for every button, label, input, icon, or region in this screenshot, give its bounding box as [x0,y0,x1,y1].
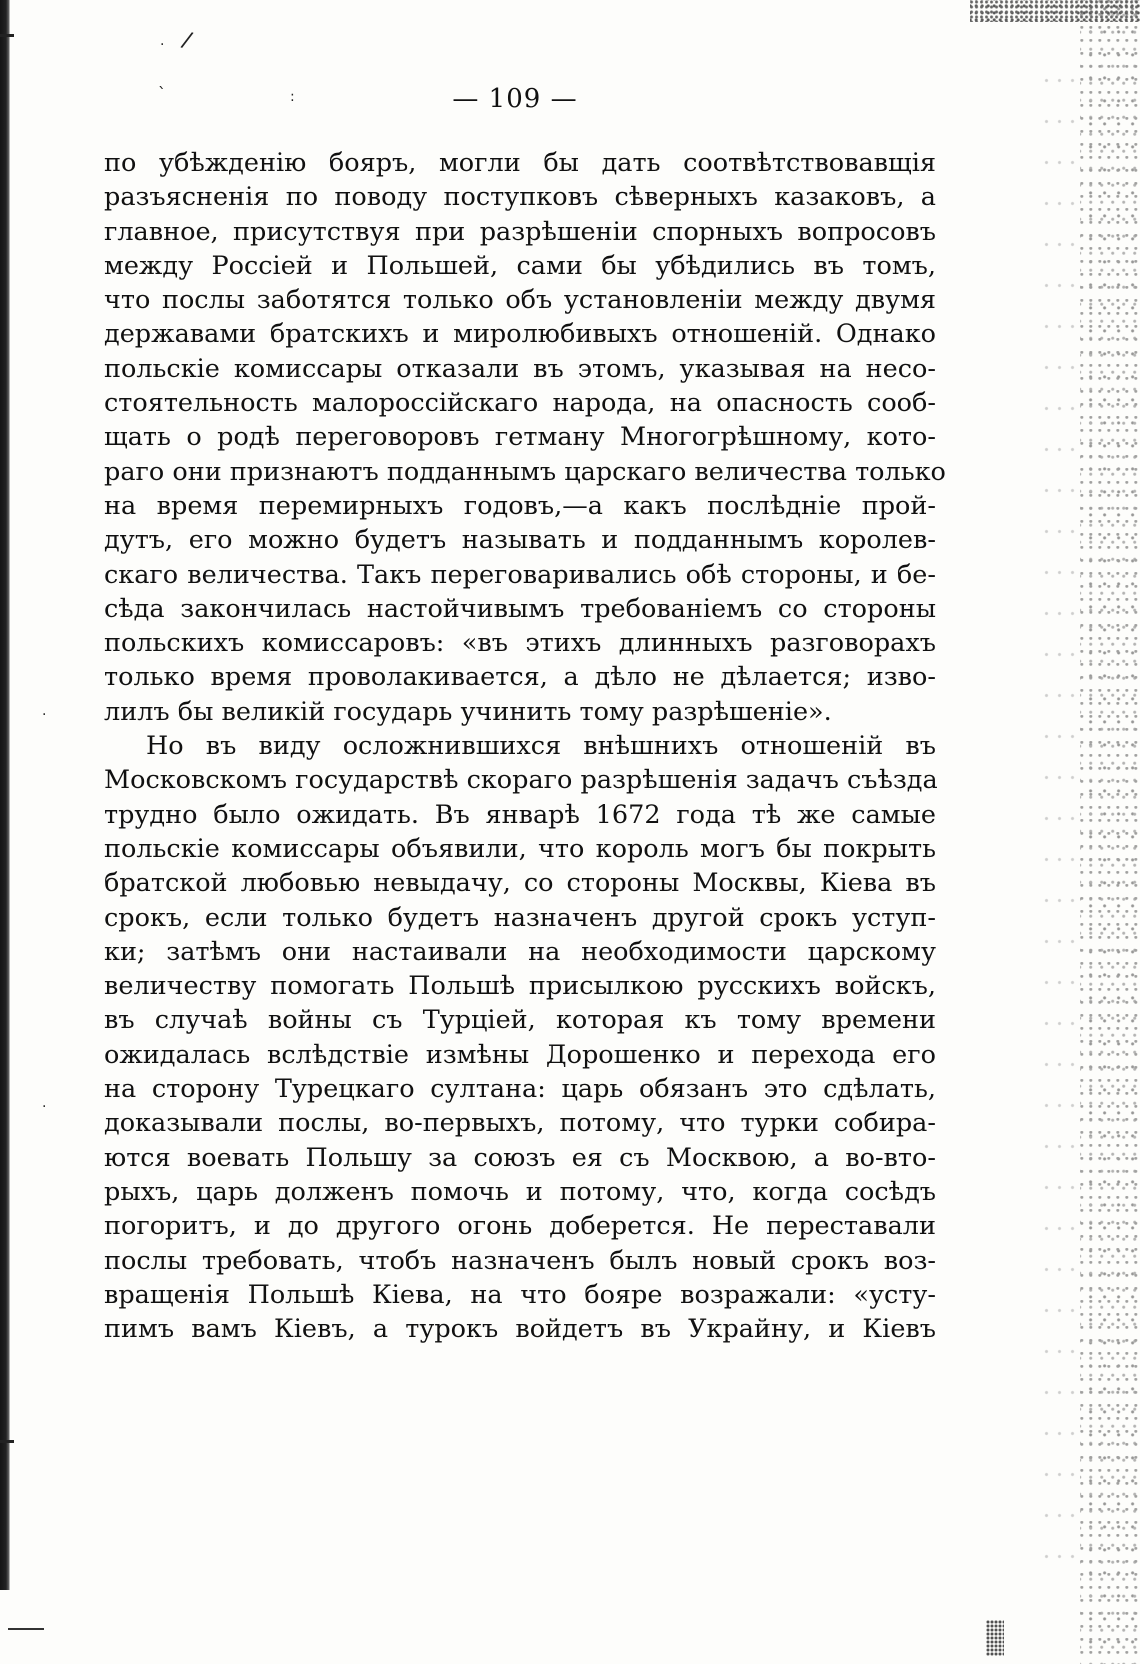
text-line: польскіе комиссары отказали въ этомъ, указывая на несо- [104,353,936,384]
text-line: Но въ виду осложнившихся внѣшнихъ отношеній въ [146,731,936,762]
scan-speck: / [179,27,195,54]
text-line: на сторону Турецкаго султана: царь обязанъ это сдѣлать, [104,1074,936,1105]
scan-blot [986,1620,1004,1656]
text-line: ки; затѣмъ они настаивали на необходимости царскому [104,936,936,967]
text-line: разъясненія по поводу поступковъ сѣверныхъ казаковъ, а [104,182,936,213]
paragraph-2 [104,729,936,1346]
text-line: доказывали послы, во-первыхъ, потому, что турки собира- [104,1108,936,1139]
text-line: братской любовью невыдачу, со стороны Москвы, Кіева въ [104,868,936,899]
text-line: дутъ, его можно будетъ называть и подданнымъ королев- [104,525,936,556]
text-line: между Россіей и Польшей, сами бы убѣдились въ томъ, [104,250,936,281]
text-line: державами братскихъ и миролюбивыхъ отношеній. Однако [104,319,936,350]
scan-speck: · [160,37,165,53]
scan-left-edge [0,0,10,1590]
text-line: величеству помогать Польшѣ присылкою русскихъ войскъ, [104,971,936,1002]
text-line: рыхъ, царь долженъ помочь и потому, что, когда сосѣдъ [104,1176,936,1207]
text-line: польскіе комиссары объявили, что король могъ бы покрыть [104,833,936,864]
text-line: срокъ, если только будетъ назначенъ другой срокъ уступ- [104,902,936,933]
scan-noise-fade [1040,60,1080,1560]
text-line: раго они признаютъ подданнымъ царскаго величества только [104,456,946,487]
text-line: Московскомъ государствѣ скораго разрѣшенія задачъ съѣзда [104,765,938,796]
text-line: въ случаѣ войны съ Турціей, которая къ тому времени [104,1005,936,1036]
scan-edge-mark [0,34,14,37]
text-line: щать о родѣ переговоровъ гетману Многогрѣшному, кото- [104,422,936,453]
text-line: стоятельность малороссійскаго народа, на опасность сооб- [104,388,936,419]
text-line: ются воевать Польшу за союзъ ея съ Москвою, а во-вто- [104,1142,936,1173]
page-number: — 109 — [452,84,578,114]
scan-speck: ` [158,84,166,103]
text-line: главное, присутствуя при разрѣшеніи спорныхъ вопросовъ [104,216,936,247]
body-text [104,146,946,1346]
text-line: трудно было ожидать. Въ январѣ 1672 года тѣ же самые [104,799,936,830]
scan-speck: · [42,707,47,723]
text-line: погоритъ, и до другого огонь доберется. Не переставали [104,1211,936,1242]
scan-noise-right [1080,0,1140,1664]
text-line: вращенія Польшѣ Кіева, на что бояре возражали: «усту- [104,1279,936,1310]
text-line: пимъ вамъ Кіевъ, а турокъ войдетъ въ Украйну, и Кіевъ [104,1314,936,1345]
text-line: ожидалась вслѣдствіе измѣны Дорошенко и перехода его [104,1039,936,1070]
scan-edge-mark [0,1440,14,1443]
text-line: сѣда закончилась настойчивымъ требованіемъ со стороны [104,593,936,624]
text-line: по убѣжденію бояръ, могли бы дать соотвѣтствовавщія [104,148,936,178]
scan-edge-mark [8,1628,44,1630]
paragraph-1 [104,146,946,729]
text-line: скаго величества. Такъ переговаривались обѣ стороны, и бе- [104,559,936,590]
scan-speck: · [42,1099,47,1115]
text-line: послы требовать, чтобъ назначенъ былъ новый срокъ воз- [104,1245,936,1276]
text-line: только время проволакивается, а дѣло не дѣлается; изво- [104,662,936,693]
text-line: что послы заботятся только объ установленіи между двумя [104,285,936,316]
text-line: лилъ бы великій государь учинить тому разрѣшеніе». [104,696,832,727]
text-line: польскихъ комиссаровъ: «въ этихъ длинныхъ разговорахъ [104,628,936,659]
scan-speck: : [290,89,295,105]
text-line: на время перемирныхъ годовъ,—а какъ послѣдніе прой- [104,490,936,521]
